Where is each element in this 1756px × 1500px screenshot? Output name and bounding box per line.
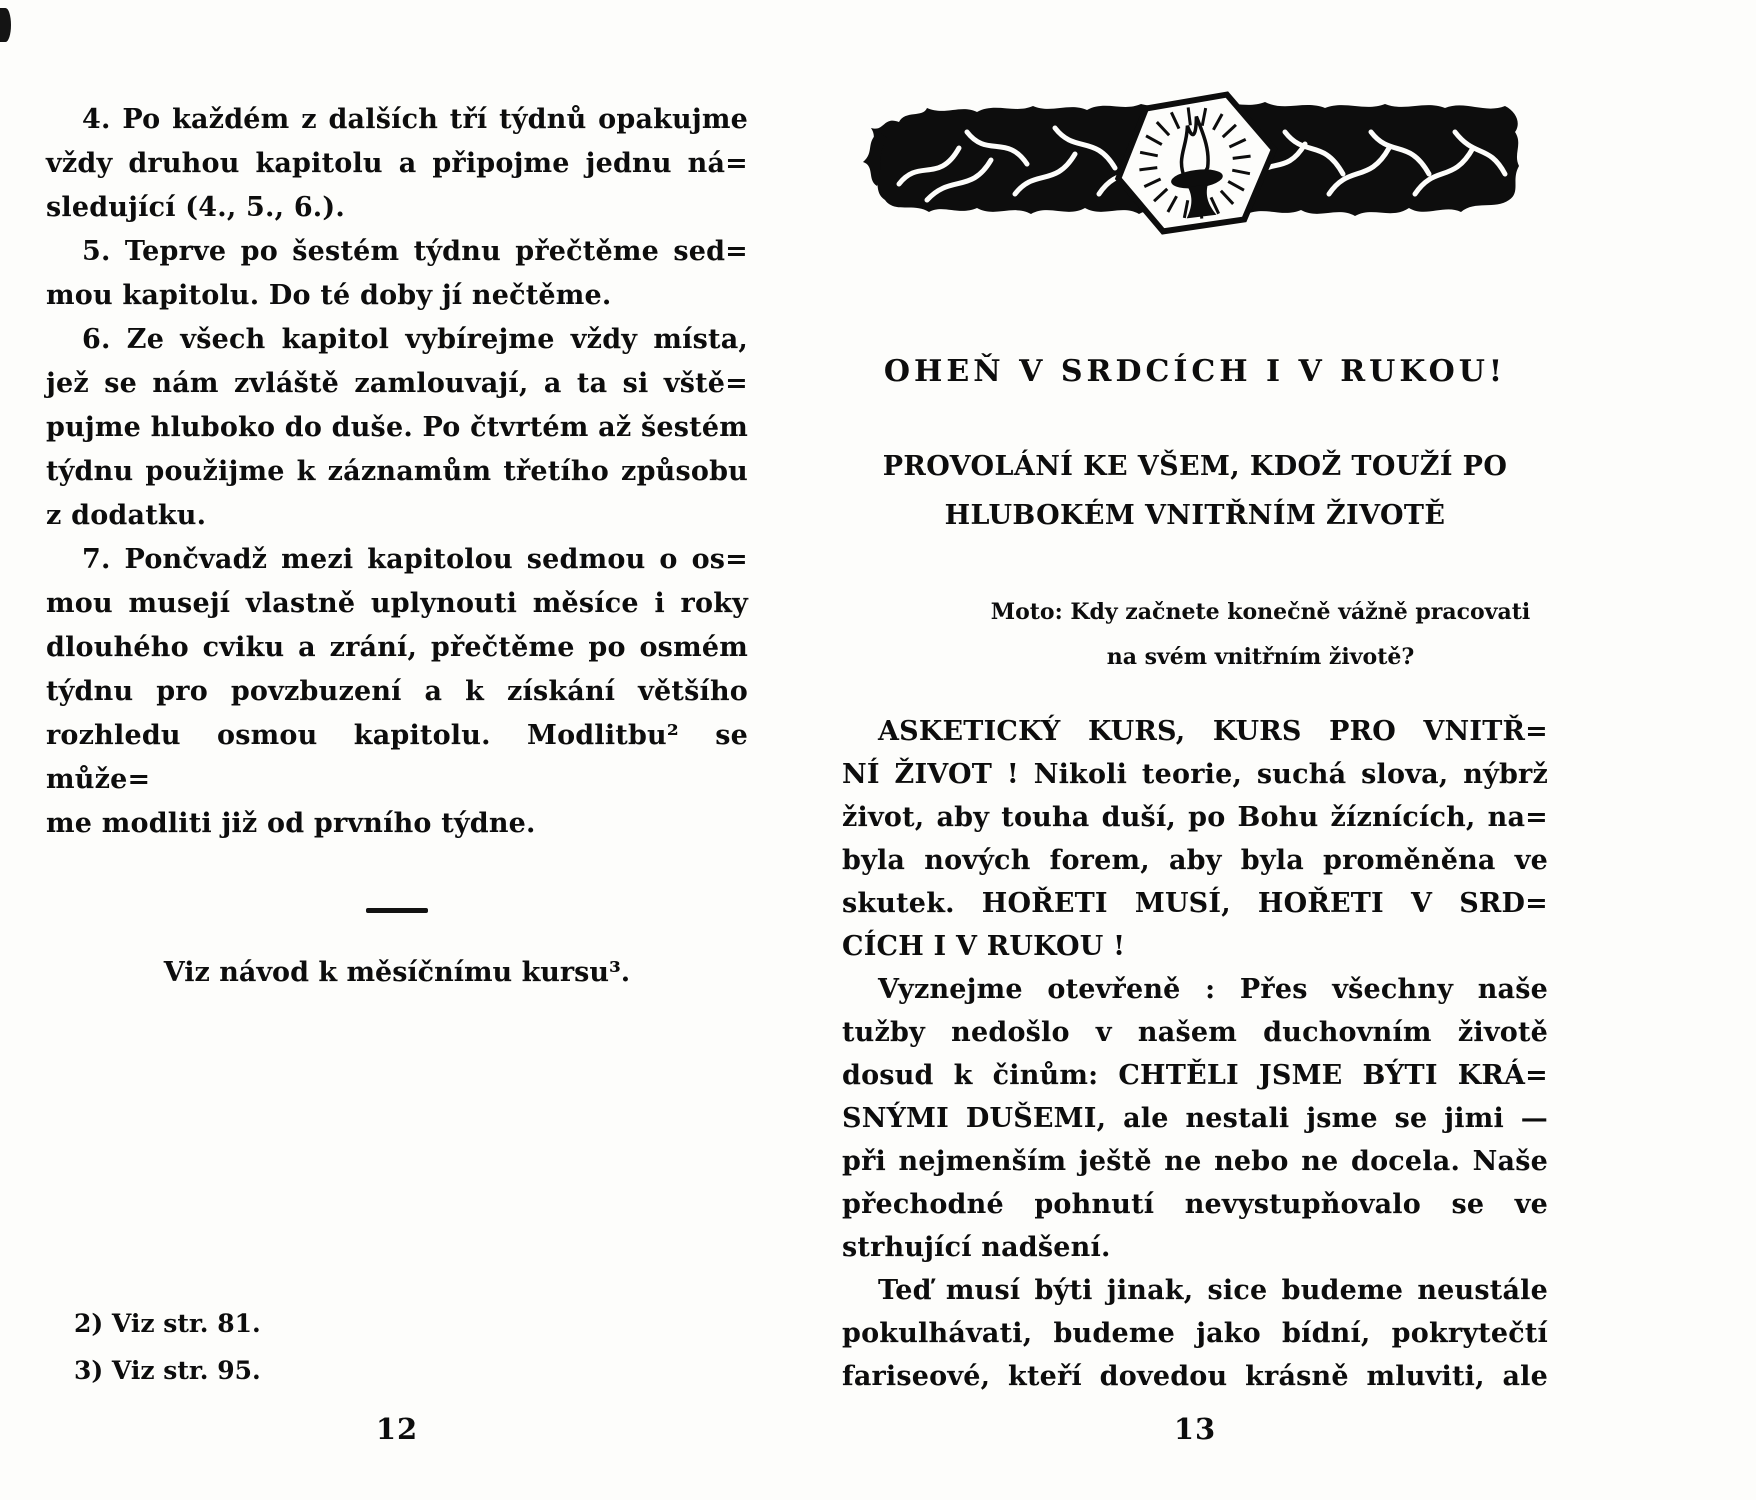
text-line: při nejmenším ještě ne nebo ne docela. Naše <box>842 1146 1548 1177</box>
subtitle-line: HLUBOKÉM VNITŘNÍM ŽIVOTĚ <box>944 500 1446 531</box>
motto <box>973 590 1548 680</box>
text-line: skutek. HOŘETI MUSÍ, HOŘETI V SRD= <box>842 888 1548 919</box>
text-line: jež se nám zvláště zamlouvají, a ta si vště= <box>46 368 748 399</box>
text-line: 4. Po každém z dalších tří týdnů opakujme <box>82 104 748 135</box>
book-page-left <box>46 0 748 1446</box>
reference-note: Viz návod k měsíčnímu kursu³. <box>163 957 631 988</box>
subtitle-line: PROVOLÁNÍ KE VŠEM, KDOŽ TOUŽÍ PO <box>882 451 1508 482</box>
text-line: byla nových forem, aby byla proměněna ve <box>842 845 1548 876</box>
book-page-right <box>842 0 1548 1446</box>
section-divider <box>366 908 428 913</box>
text-line: vždy druhou kapitolu a připojme jednu ná= <box>46 148 748 179</box>
text-line: pujme hluboko do duše. Po čtvrtém až šestém <box>46 412 748 443</box>
text-line: SNÝMI DUŠEMI, ale nestali jsme se jimi — <box>842 1103 1548 1134</box>
scan-artifact <box>0 8 11 42</box>
footnote: 3) Viz str. 95. <box>74 1356 261 1385</box>
text-line: mou kapitolu. Do té doby jí nečtěme. <box>46 280 612 311</box>
text-line: Teď musí býti jinak, sice budeme neustále <box>878 1275 1548 1306</box>
text-line: přechodné pohnutí nevystupňovalo se ve <box>842 1189 1548 1220</box>
page-number-right: 13 <box>1173 1412 1217 1446</box>
right-page-body <box>842 710 1548 1398</box>
text-line: týdnu použijme k záznamům třetího způsobu <box>46 456 748 487</box>
text-line: strhující nadšení. <box>842 1232 1111 1263</box>
motto-line: Moto: Kdy začnete konečně vážně pracovati <box>990 599 1531 625</box>
flame-torch-woodcut-banner-icon <box>845 88 1545 238</box>
text-line: rozhledu osmou kapitolu. Modlitbu² se může= <box>46 720 748 795</box>
text-line: pokulhávati, budeme jako bídní, pokrytečtí <box>842 1318 1548 1349</box>
motto-line: na svém vnitřním životě? <box>1106 644 1415 670</box>
text-line: CÍCH I V RUKOU ! <box>842 931 1126 962</box>
text-line: 6. Ze všech kapitol vybírejme vždy místa, <box>82 324 748 355</box>
text-line: týdnu pro povzbuzení a k získání většího <box>46 676 748 707</box>
text-line: tužby nedošlo v našem duchovním životě <box>842 1017 1548 1048</box>
left-page-body <box>46 98 748 846</box>
chapter-subtitle <box>842 442 1548 540</box>
text-line: 7. Pončvadž mezi kapitolou sedmou o os= <box>82 544 748 575</box>
text-line: z dodatku. <box>46 500 207 531</box>
text-line: mou musejí vlastně uplynouti měsíce i roky <box>46 588 748 619</box>
text-line: ASKETICKÝ KURS, KURS PRO VNITŘ= <box>878 716 1548 747</box>
page-number-left: 12 <box>375 1412 419 1446</box>
text-line: NÍ ŽIVOT ! Nikoli teorie, suchá slova, nýbrž <box>842 759 1548 790</box>
chapter-title: OHEŇ V SRDCÍCH I V RUKOU! <box>883 354 1507 389</box>
text-line: 5. Teprve po šestém týdnu přečtěme sed= <box>82 236 748 267</box>
text-line: sledující (4., 5., 6.). <box>46 192 345 223</box>
text-line: život, aby touha duší, po Bohu žíznících, na= <box>842 802 1548 833</box>
text-line: dosud k činům: CHTĚLI JSME BÝTI KRÁ= <box>842 1060 1548 1091</box>
text-line: Vyznejme otevřeně : Přes všechny naše <box>878 974 1548 1005</box>
footnote: 2) Viz str. 81. <box>74 1309 261 1338</box>
text-line: dlouhého cviku a zrání, přečtěme po osmém <box>46 632 748 663</box>
footnotes <box>74 1300 261 1394</box>
text-line: me modliti již od prvního týdne. <box>46 808 536 839</box>
text-line: fariseové, kteří dovedou krásně mluviti, ale <box>842 1361 1548 1392</box>
